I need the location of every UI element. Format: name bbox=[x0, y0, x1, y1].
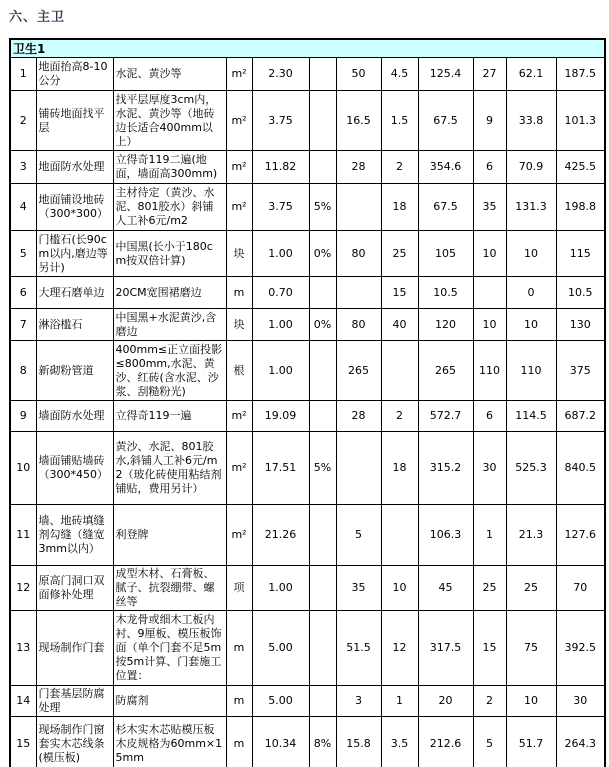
cell-qty: 1.00 bbox=[252, 566, 309, 611]
cell-spec: 立得奇119一遍 bbox=[113, 401, 226, 432]
cell-no: 9 bbox=[10, 401, 36, 432]
cell-labor-subtotal: 75 bbox=[506, 611, 556, 686]
cell-spec: 中国黑+水泥黄沙,含磨边 bbox=[113, 309, 226, 341]
cell-aux-price: 25 bbox=[381, 231, 418, 277]
cell-aux-price: 40 bbox=[381, 309, 418, 341]
cell-aux-price: 2 bbox=[381, 151, 418, 184]
cell-material-subtotal: 125.4 bbox=[418, 58, 473, 91]
cell-item: 新砌粉管道 bbox=[36, 341, 113, 401]
quotation-table bbox=[9, 38, 606, 767]
cell-qty: 11.82 bbox=[252, 151, 309, 184]
cell-main-price: 50 bbox=[336, 58, 381, 91]
cell-no: 7 bbox=[10, 309, 36, 341]
cell-spec: 防腐剂 bbox=[113, 686, 226, 717]
cell-qty: 10.34 bbox=[252, 717, 309, 767]
cell-labor-subtotal: 62.1 bbox=[506, 58, 556, 91]
cell-no: 15 bbox=[10, 717, 36, 767]
cell-unit: m² bbox=[226, 505, 252, 566]
cell-labor-price: 15 bbox=[473, 611, 506, 686]
cell-qty: 2.30 bbox=[252, 58, 309, 91]
cell-no: 3 bbox=[10, 151, 36, 184]
cell-no: 8 bbox=[10, 341, 36, 401]
cell-main-price: 3 bbox=[336, 686, 381, 717]
cell-item: 墙面铺贴墙砖（300*450） bbox=[36, 432, 113, 505]
cell-unit: m bbox=[226, 277, 252, 309]
cell-item: 淋浴槛石 bbox=[36, 309, 113, 341]
cell-material-subtotal: 354.6 bbox=[418, 151, 473, 184]
cell-spec: 中国黑(长小于180cm按双倍计算) bbox=[113, 231, 226, 277]
cell-qty: 21.26 bbox=[252, 505, 309, 566]
cell-unit: m² bbox=[226, 91, 252, 151]
table-row bbox=[10, 309, 605, 341]
cell-unit: m² bbox=[226, 184, 252, 231]
cell-spec: 木龙骨或细木工板内衬、9厘板、模压板饰面（单个门套不足5m按5m计算、门套施工位置： bbox=[113, 611, 226, 686]
cell-labor-price: 30 bbox=[473, 432, 506, 505]
cell-item: 铺砖地面找平层 bbox=[36, 91, 113, 151]
cell-total: 30 bbox=[556, 686, 605, 717]
cell-labor-subtotal: 114.5 bbox=[506, 401, 556, 432]
cell-spec: 找平层厚度3cm内，水泥、黄沙等（地砖边长适合400mm以上） bbox=[113, 91, 226, 151]
cell-material-subtotal: 105 bbox=[418, 231, 473, 277]
cell-loss-rate bbox=[309, 341, 336, 401]
cell-unit: m² bbox=[226, 432, 252, 505]
cell-qty: 1.00 bbox=[252, 231, 309, 277]
cell-spec: 主材待定（黄沙、水泥、801胶水）斜铺人工补6元/m2 bbox=[113, 184, 226, 231]
table-row bbox=[10, 151, 605, 184]
table-row bbox=[10, 566, 605, 611]
cell-item: 门槛石(长90cm以内,磨边等另计) bbox=[36, 231, 113, 277]
cell-main-price bbox=[336, 184, 381, 231]
cell-no: 5 bbox=[10, 231, 36, 277]
table-row bbox=[10, 277, 605, 309]
cell-unit: 块 bbox=[226, 309, 252, 341]
table-row bbox=[10, 91, 605, 151]
cell-material-subtotal: 20 bbox=[418, 686, 473, 717]
cell-no: 11 bbox=[10, 505, 36, 566]
cell-labor-subtotal: 525.3 bbox=[506, 432, 556, 505]
cell-labor-subtotal: 21.3 bbox=[506, 505, 556, 566]
cell-item: 墙面防水处理 bbox=[36, 401, 113, 432]
table-row bbox=[10, 717, 605, 767]
cell-qty: 5.00 bbox=[252, 686, 309, 717]
cell-labor-subtotal: 110 bbox=[506, 341, 556, 401]
cell-loss-rate: 0% bbox=[309, 309, 336, 341]
cell-unit: 根 bbox=[226, 341, 252, 401]
cell-loss-rate bbox=[309, 58, 336, 91]
table-row bbox=[10, 341, 605, 401]
cell-aux-price: 12 bbox=[381, 611, 418, 686]
cell-unit: 块 bbox=[226, 231, 252, 277]
cell-loss-rate bbox=[309, 566, 336, 611]
cell-labor-subtotal: 10 bbox=[506, 686, 556, 717]
cell-aux-price: 4.5 bbox=[381, 58, 418, 91]
cell-material-subtotal: 106.3 bbox=[418, 505, 473, 566]
cell-unit: 项 bbox=[226, 566, 252, 611]
cell-material-subtotal: 315.2 bbox=[418, 432, 473, 505]
cell-no: 1 bbox=[10, 58, 36, 91]
section-header-row bbox=[10, 39, 605, 58]
cell-loss-rate bbox=[309, 611, 336, 686]
cell-no: 10 bbox=[10, 432, 36, 505]
cell-spec: 利登牌 bbox=[113, 505, 226, 566]
cell-loss-rate bbox=[309, 686, 336, 717]
cell-labor-subtotal: 10 bbox=[506, 231, 556, 277]
cell-labor-price: 10 bbox=[473, 231, 506, 277]
cell-material-subtotal: 572.7 bbox=[418, 401, 473, 432]
cell-item: 原高门洞口双面修补处理 bbox=[36, 566, 113, 611]
section-header-label: 卫生1 bbox=[10, 39, 605, 58]
cell-main-price: 16.5 bbox=[336, 91, 381, 151]
cell-material-subtotal: 67.5 bbox=[418, 91, 473, 151]
cell-labor-price: 1 bbox=[473, 505, 506, 566]
cell-labor-price: 10 bbox=[473, 309, 506, 341]
cell-qty: 19.09 bbox=[252, 401, 309, 432]
cell-no: 2 bbox=[10, 91, 36, 151]
cell-qty: 5.00 bbox=[252, 611, 309, 686]
cell-aux-price: 15 bbox=[381, 277, 418, 309]
cell-loss-rate: 0% bbox=[309, 231, 336, 277]
cell-qty: 1.00 bbox=[252, 309, 309, 341]
cell-material-subtotal: 265 bbox=[418, 341, 473, 401]
cell-main-price: 28 bbox=[336, 151, 381, 184]
cell-main-price: 5 bbox=[336, 505, 381, 566]
cell-total: 840.5 bbox=[556, 432, 605, 505]
table-row bbox=[10, 432, 605, 505]
cell-main-price: 265 bbox=[336, 341, 381, 401]
items-body bbox=[10, 58, 605, 767]
cell-main-price: 28 bbox=[336, 401, 381, 432]
cell-item: 大理石磨单边 bbox=[36, 277, 113, 309]
cell-total: 392.5 bbox=[556, 611, 605, 686]
cell-no: 13 bbox=[10, 611, 36, 686]
cell-labor-subtotal: 33.8 bbox=[506, 91, 556, 151]
cell-qty: 1.00 bbox=[252, 341, 309, 401]
cell-qty: 0.70 bbox=[252, 277, 309, 309]
cell-spec: 20CM宽围裙磨边 bbox=[113, 277, 226, 309]
cell-labor-subtotal: 70.9 bbox=[506, 151, 556, 184]
table-row bbox=[10, 401, 605, 432]
cell-unit: m bbox=[226, 686, 252, 717]
cell-labor-price: 2 bbox=[473, 686, 506, 717]
cell-total: 10.5 bbox=[556, 277, 605, 309]
cell-labor-price: 110 bbox=[473, 341, 506, 401]
cell-item: 现场制作门窗套实木芯线条 (模压板) bbox=[36, 717, 113, 767]
cell-material-subtotal: 45 bbox=[418, 566, 473, 611]
cell-loss-rate: 5% bbox=[309, 432, 336, 505]
table-row bbox=[10, 184, 605, 231]
cell-labor-subtotal: 25 bbox=[506, 566, 556, 611]
table-row bbox=[10, 611, 605, 686]
cell-qty: 3.75 bbox=[252, 184, 309, 231]
cell-labor-price: 5 bbox=[473, 717, 506, 767]
cell-aux-price: 2 bbox=[381, 401, 418, 432]
cell-aux-price bbox=[381, 505, 418, 566]
cell-spec: 水泥、黄沙等 bbox=[113, 58, 226, 91]
cell-aux-price: 18 bbox=[381, 184, 418, 231]
cell-material-subtotal: 212.6 bbox=[418, 717, 473, 767]
cell-aux-price bbox=[381, 341, 418, 401]
cell-loss-rate: 8% bbox=[309, 717, 336, 767]
cell-total: 198.8 bbox=[556, 184, 605, 231]
cell-spec: 立得奇119二遍(地面，墙面高300mm) bbox=[113, 151, 226, 184]
cell-material-subtotal: 67.5 bbox=[418, 184, 473, 231]
cell-spec: 黄沙、水泥、801胶水,斜铺人工补6元/m2（玻化砖使用粘结剂铺贴，费用另计） bbox=[113, 432, 226, 505]
cell-no: 14 bbox=[10, 686, 36, 717]
cell-labor-price: 25 bbox=[473, 566, 506, 611]
cell-main-price: 80 bbox=[336, 309, 381, 341]
cell-material-subtotal: 120 bbox=[418, 309, 473, 341]
cell-material-subtotal: 317.5 bbox=[418, 611, 473, 686]
cell-labor-subtotal: 0 bbox=[506, 277, 556, 309]
cell-main-price: 80 bbox=[336, 231, 381, 277]
cell-qty: 17.51 bbox=[252, 432, 309, 505]
cell-loss-rate bbox=[309, 401, 336, 432]
cell-qty: 3.75 bbox=[252, 91, 309, 151]
cell-unit: m² bbox=[226, 151, 252, 184]
cell-no: 12 bbox=[10, 566, 36, 611]
cell-total: 187.5 bbox=[556, 58, 605, 91]
cell-labor-subtotal: 51.7 bbox=[506, 717, 556, 767]
cell-labor-subtotal: 10 bbox=[506, 309, 556, 341]
cell-loss-rate bbox=[309, 91, 336, 151]
cell-material-subtotal: 10.5 bbox=[418, 277, 473, 309]
cell-item: 地面防水处理 bbox=[36, 151, 113, 184]
cell-loss-rate bbox=[309, 505, 336, 566]
cell-total: 425.5 bbox=[556, 151, 605, 184]
cell-main-price bbox=[336, 432, 381, 505]
cell-aux-price: 3.5 bbox=[381, 717, 418, 767]
cell-labor-price: 9 bbox=[473, 91, 506, 151]
cell-aux-price: 10 bbox=[381, 566, 418, 611]
cell-total: 130 bbox=[556, 309, 605, 341]
cell-loss-rate: 5% bbox=[309, 184, 336, 231]
table-row bbox=[10, 58, 605, 91]
cell-unit: m bbox=[226, 611, 252, 686]
cell-total: 687.2 bbox=[556, 401, 605, 432]
table-row bbox=[10, 231, 605, 277]
cell-total: 70 bbox=[556, 566, 605, 611]
cell-item: 门套基层防腐处理 bbox=[36, 686, 113, 717]
cell-loss-rate bbox=[309, 277, 336, 309]
cell-item: 现场制作门套 bbox=[36, 611, 113, 686]
cell-total: 127.6 bbox=[556, 505, 605, 566]
cell-main-price bbox=[336, 277, 381, 309]
cell-item: 地面铺设地砖（300*300） bbox=[36, 184, 113, 231]
cell-total: 264.3 bbox=[556, 717, 605, 767]
cell-unit: m² bbox=[226, 58, 252, 91]
cell-labor-price: 27 bbox=[473, 58, 506, 91]
cell-main-price: 15.8 bbox=[336, 717, 381, 767]
cell-spec: 杉木实木芯贴模压板木皮规格为60mm×15mm bbox=[113, 717, 226, 767]
cell-labor-price: 6 bbox=[473, 151, 506, 184]
cell-total: 101.3 bbox=[556, 91, 605, 151]
table-row bbox=[10, 505, 605, 566]
cell-item: 墙、地砖填缝剂勾缝（缝宽3mm以内） bbox=[36, 505, 113, 566]
cell-unit: m bbox=[226, 717, 252, 767]
cell-aux-price: 1.5 bbox=[381, 91, 418, 151]
section-title: 六、主卫 bbox=[9, 10, 66, 25]
table-row bbox=[10, 686, 605, 717]
cell-no: 6 bbox=[10, 277, 36, 309]
cell-labor-price bbox=[473, 277, 506, 309]
cell-aux-price: 1 bbox=[381, 686, 418, 717]
cell-aux-price: 18 bbox=[381, 432, 418, 505]
cell-spec: 400mm≤正立面投影≤800mm,水泥、黄沙、红砖(含水泥、沙浆、刮糙粉光) bbox=[113, 341, 226, 401]
cell-loss-rate bbox=[309, 151, 336, 184]
cell-total: 375 bbox=[556, 341, 605, 401]
cell-item: 地面抬高8-10公分 bbox=[36, 58, 113, 91]
cell-main-price: 51.5 bbox=[336, 611, 381, 686]
cell-labor-subtotal: 131.3 bbox=[506, 184, 556, 231]
cell-labor-price: 6 bbox=[473, 401, 506, 432]
cell-no: 4 bbox=[10, 184, 36, 231]
cell-main-price: 35 bbox=[336, 566, 381, 611]
cell-total: 115 bbox=[556, 231, 605, 277]
cell-unit: m² bbox=[226, 401, 252, 432]
cell-spec: 成型木材、石膏板、腻子、抗裂绷带、螺丝等 bbox=[113, 566, 226, 611]
cell-labor-price: 35 bbox=[473, 184, 506, 231]
